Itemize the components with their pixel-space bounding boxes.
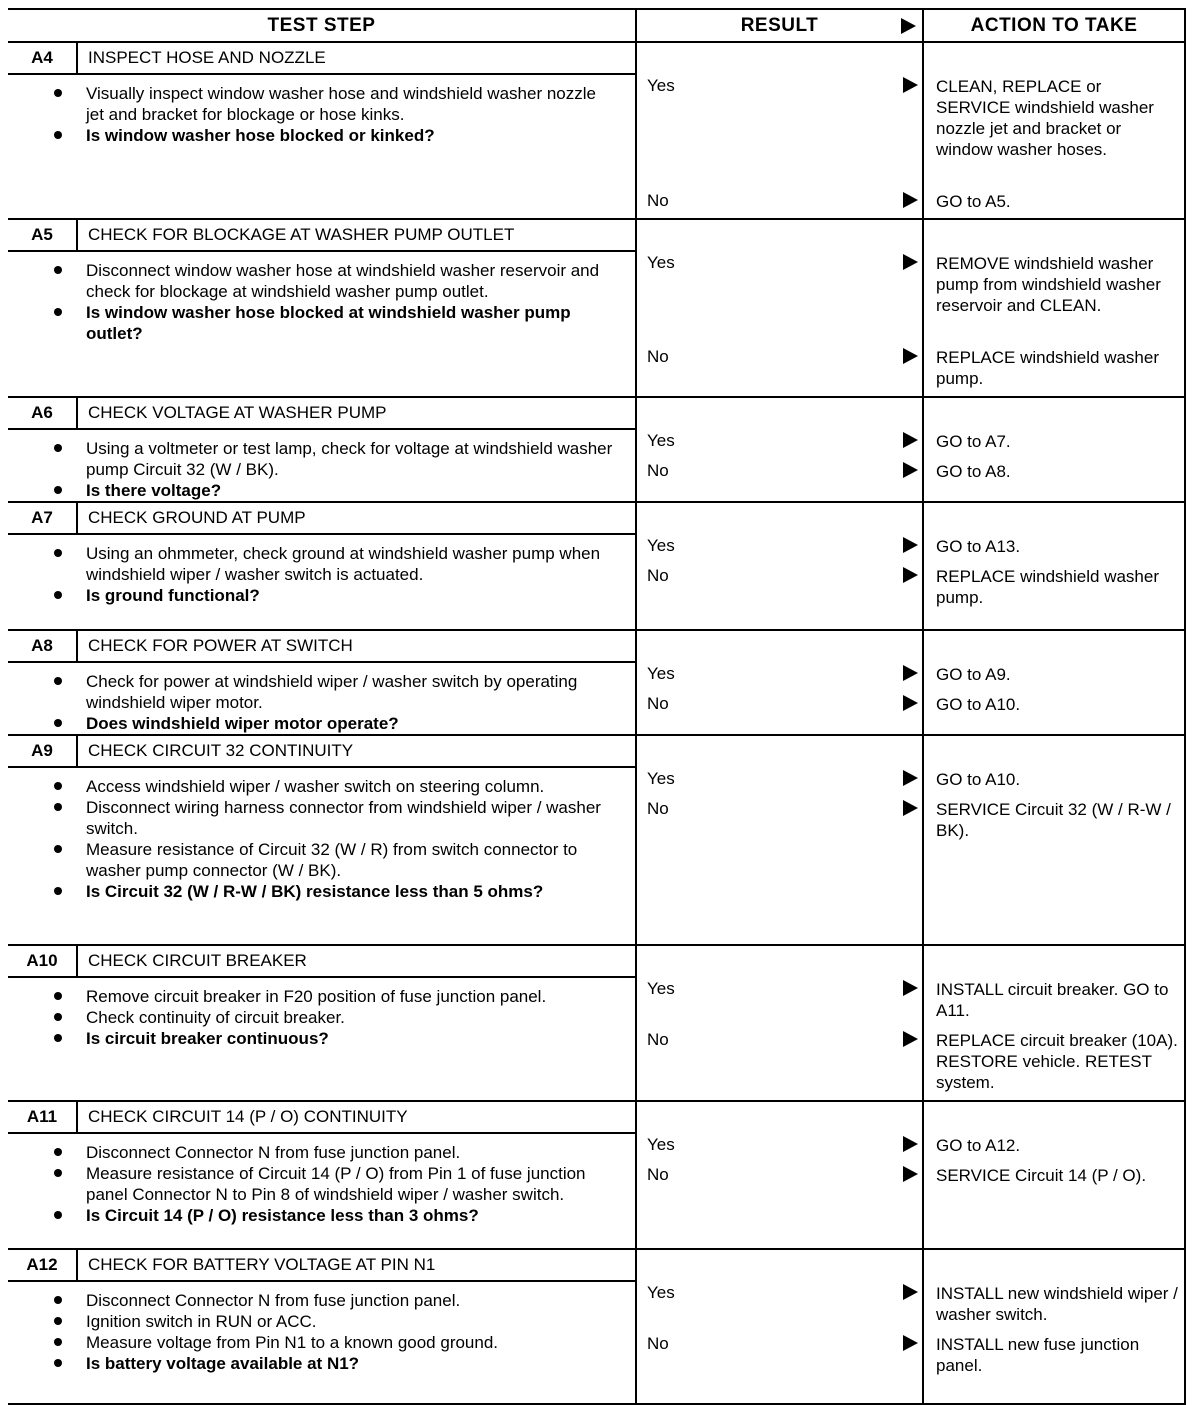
result-no (647, 799, 922, 821)
result-label: Yes (647, 76, 675, 95)
step-instruction: Check for power at windshield wiper / washer switch by operating windshield wiper motor. (86, 671, 615, 713)
arrow-right-icon (903, 1284, 918, 1300)
step-instructions (8, 535, 635, 606)
step-instructions (8, 75, 635, 146)
step-title: CHECK FOR BATTERY VOLTAGE AT PIN N1 (88, 1255, 436, 1274)
step-instruction: Disconnect wiring harness connector from windshield wiper / washer switch. (86, 797, 615, 839)
action-text: GO to A7. (936, 432, 1011, 451)
step-title: CHECK CIRCUIT 14 (P / O) CONTINUITY (88, 1107, 408, 1126)
step-row-a4 (8, 43, 1186, 220)
action-text: CLEAN, REPLACE or SERVICE windshield washer nozzle jet and bracket or window washer hoses. (936, 77, 1154, 159)
action-cell (924, 43, 1186, 218)
step-question: Does windshield wiper motor operate? (86, 713, 615, 734)
result-cell (637, 1102, 924, 1248)
action-text: SERVICE Circuit 14 (P / O). (936, 1166, 1147, 1185)
action-text: GO to A12. (936, 1136, 1021, 1155)
result-no (647, 1165, 922, 1187)
result-label: No (647, 694, 669, 713)
action-text: GO to A8. (936, 462, 1011, 481)
step-row-a5 (8, 220, 1186, 398)
step-instruction: Disconnect Connector N from fuse junction panel. (86, 1142, 615, 1163)
action-text: INSTALL circuit breaker. GO to A11. (936, 980, 1169, 1020)
step-instruction: Measure resistance of Circuit 32 (W / R) from switch connector to washer pump connector (W / BK). (86, 839, 615, 881)
arrow-right-icon (903, 770, 918, 786)
step-title: CHECK GROUND AT PUMP (88, 508, 306, 527)
test-step-cell (8, 946, 637, 1100)
step-row-a10 (8, 946, 1186, 1102)
action-text: REPLACE windshield washer pump. (936, 348, 1159, 388)
step-instruction: Access windshield wiper / washer switch on steering column. (86, 776, 615, 797)
action-text: GO to A10. (936, 695, 1021, 714)
action-text: REPLACE windshield washer pump. (936, 567, 1159, 607)
arrow-right-icon (903, 1031, 918, 1047)
step-heading (8, 1250, 635, 1282)
step-instruction: Visually inspect window washer hose and windshield washer nozzle jet and bracket for blockage or hose kinks. (86, 83, 615, 125)
action-text: INSTALL new fuse junction panel. (936, 1335, 1140, 1375)
result-no (647, 347, 922, 369)
result-cell (637, 503, 924, 629)
steps-body (8, 43, 1186, 1405)
action-cell (924, 1102, 1186, 1248)
result-label: Yes (647, 536, 675, 555)
step-title: CHECK VOLTAGE AT WASHER PUMP (88, 403, 387, 422)
step-question: Is battery voltage available at N1? (86, 1353, 615, 1374)
step-id: A7 (8, 503, 78, 533)
header-test-step: TEST STEP (8, 10, 637, 41)
step-title: CHECK CIRCUIT 32 CONTINUITY (88, 741, 354, 760)
arrow-right-icon (903, 1166, 918, 1182)
step-row-a7 (8, 503, 1186, 631)
step-title: CHECK FOR BLOCKAGE AT WASHER PUMP OUTLET (88, 225, 515, 244)
header-action: ACTION TO TAKE (924, 10, 1186, 41)
step-heading (8, 43, 635, 75)
diagnostic-table (8, 8, 1186, 1405)
test-step-cell (8, 631, 637, 734)
action-cell (924, 1250, 1186, 1403)
result-no (647, 1030, 922, 1052)
result-no (647, 694, 922, 716)
arrow-right-icon (903, 348, 918, 364)
step-title: CHECK FOR POWER AT SWITCH (88, 636, 353, 655)
step-row-a6 (8, 398, 1186, 503)
step-instructions (8, 768, 635, 902)
result-no (647, 566, 922, 588)
header-result-label: RESULT (740, 14, 819, 36)
arrow-right-icon (903, 77, 918, 93)
result-label: No (647, 799, 669, 818)
step-heading (8, 503, 635, 535)
step-instruction: Measure voltage from Pin N1 to a known good ground. (86, 1332, 615, 1353)
result-label: Yes (647, 664, 675, 683)
result-label: No (647, 191, 669, 210)
result-yes (647, 769, 922, 791)
step-id: A6 (8, 398, 78, 428)
arrow-right-icon (903, 800, 918, 816)
step-heading (8, 631, 635, 663)
action-cell (924, 220, 1186, 396)
result-yes (647, 536, 922, 558)
step-instructions (8, 1282, 635, 1374)
arrow-right-icon (903, 462, 918, 478)
arrow-right-icon (903, 567, 918, 583)
arrow-right-icon (903, 537, 918, 553)
result-yes (647, 979, 922, 1001)
arrow-right-icon (903, 192, 918, 208)
step-instructions (8, 663, 635, 734)
step-heading (8, 220, 635, 252)
action-cell (924, 631, 1186, 734)
action-text: INSTALL new windshield wiper / washer switch. (936, 1284, 1178, 1324)
result-label: Yes (647, 253, 675, 272)
action-text: SERVICE Circuit 32 (W / R-W / BK). (936, 800, 1171, 840)
step-instruction: Check continuity of circuit breaker. (86, 1007, 615, 1028)
result-no (647, 461, 922, 483)
result-label: No (647, 1165, 669, 1184)
result-cell (637, 43, 924, 218)
step-id: A4 (8, 43, 78, 73)
arrow-right-icon (903, 254, 918, 270)
step-row-a11 (8, 1102, 1186, 1250)
step-question: Is window washer hose blocked at windshield washer pump outlet? (86, 302, 615, 344)
step-id: A10 (8, 946, 78, 976)
result-label: No (647, 1334, 669, 1353)
result-label: Yes (647, 1283, 675, 1302)
arrow-right-icon (903, 665, 918, 681)
step-instruction: Ignition switch in RUN or ACC. (86, 1311, 615, 1332)
step-instruction: Disconnect Connector N from fuse junction panel. (86, 1290, 615, 1311)
step-title: INSPECT HOSE AND NOZZLE (88, 48, 326, 67)
step-title: CHECK CIRCUIT BREAKER (88, 951, 307, 970)
arrow-right-icon (903, 1335, 918, 1351)
step-row-a9 (8, 736, 1186, 946)
result-cell (637, 1250, 924, 1403)
result-label: Yes (647, 1135, 675, 1154)
result-cell (637, 631, 924, 734)
action-text: GO to A9. (936, 665, 1011, 684)
step-id: A5 (8, 220, 78, 250)
action-text: GO to A5. (936, 192, 1011, 211)
step-instruction: Disconnect window washer hose at windshield washer reservoir and check for blockage at windshield washer pump outlet. (86, 260, 615, 302)
result-yes (647, 253, 922, 275)
result-cell (637, 946, 924, 1100)
result-yes (647, 1135, 922, 1157)
action-cell (924, 398, 1186, 501)
step-heading (8, 736, 635, 768)
arrow-right-icon (903, 432, 918, 448)
test-step-cell (8, 398, 637, 501)
arrow-right-icon (903, 980, 918, 996)
arrow-right-icon (903, 1136, 918, 1152)
step-instruction: Remove circuit breaker in F20 position of fuse junction panel. (86, 986, 615, 1007)
action-cell (924, 946, 1186, 1100)
table-header (8, 8, 1186, 43)
test-step-cell (8, 220, 637, 396)
step-instructions (8, 1134, 635, 1226)
result-cell (637, 736, 924, 944)
arrow-right-icon (901, 18, 916, 34)
step-instructions (8, 978, 635, 1049)
test-step-cell (8, 1102, 637, 1248)
step-row-a12 (8, 1250, 1186, 1405)
test-step-cell (8, 503, 637, 629)
step-heading (8, 946, 635, 978)
step-row-a8 (8, 631, 1186, 736)
arrow-right-icon (903, 695, 918, 711)
step-question: Is ground functional? (86, 585, 615, 606)
result-label: No (647, 347, 669, 366)
step-heading (8, 398, 635, 430)
result-label: No (647, 1030, 669, 1049)
result-label: Yes (647, 979, 675, 998)
action-text: REPLACE circuit breaker (10A). RESTORE vehicle. RETEST system. (936, 1031, 1178, 1092)
result-no (647, 1334, 922, 1356)
step-question: Is Circuit 32 (W / R-W / BK) resistance less than 5 ohms? (86, 881, 615, 902)
step-instructions (8, 430, 635, 501)
result-label: No (647, 461, 669, 480)
result-yes (647, 76, 922, 98)
step-question: Is window washer hose blocked or kinked? (86, 125, 615, 146)
action-text: GO to A13. (936, 537, 1021, 556)
step-id: A9 (8, 736, 78, 766)
step-instructions (8, 252, 635, 344)
step-id: A8 (8, 631, 78, 661)
step-id: A11 (8, 1102, 78, 1132)
action-cell (924, 503, 1186, 629)
result-cell (637, 220, 924, 396)
result-label: No (647, 566, 669, 585)
action-text: GO to A10. (936, 770, 1021, 789)
result-yes (647, 664, 922, 686)
result-no (647, 191, 922, 213)
test-step-cell (8, 43, 637, 218)
step-instruction: Measure resistance of Circuit 14 (P / O) from Pin 1 of fuse junction panel Connector N to Pin 8 of windshield wiper / washer switch. (86, 1163, 615, 1205)
result-yes (647, 431, 922, 453)
step-instruction: Using an ohmmeter, check ground at windshield washer pump when windshield wiper / washer switch is actuated. (86, 543, 615, 585)
action-text: REMOVE windshield washer pump from windshield washer reservoir and CLEAN. (936, 254, 1161, 315)
action-cell (924, 736, 1186, 944)
test-step-cell (8, 736, 637, 944)
test-step-cell (8, 1250, 637, 1403)
step-question: Is Circuit 14 (P / O) resistance less than 3 ohms? (86, 1205, 615, 1226)
result-cell (637, 398, 924, 501)
step-instruction: Using a voltmeter or test lamp, check for voltage at windshield washer pump Circuit 32 (W / BK). (86, 438, 615, 480)
result-label: Yes (647, 769, 675, 788)
step-question: Is circuit breaker continuous? (86, 1028, 615, 1049)
step-question: Is there voltage? (86, 480, 615, 501)
step-id: A12 (8, 1250, 78, 1280)
result-yes (647, 1283, 922, 1305)
step-heading (8, 1102, 635, 1134)
header-result (637, 10, 924, 41)
result-label: Yes (647, 431, 675, 450)
